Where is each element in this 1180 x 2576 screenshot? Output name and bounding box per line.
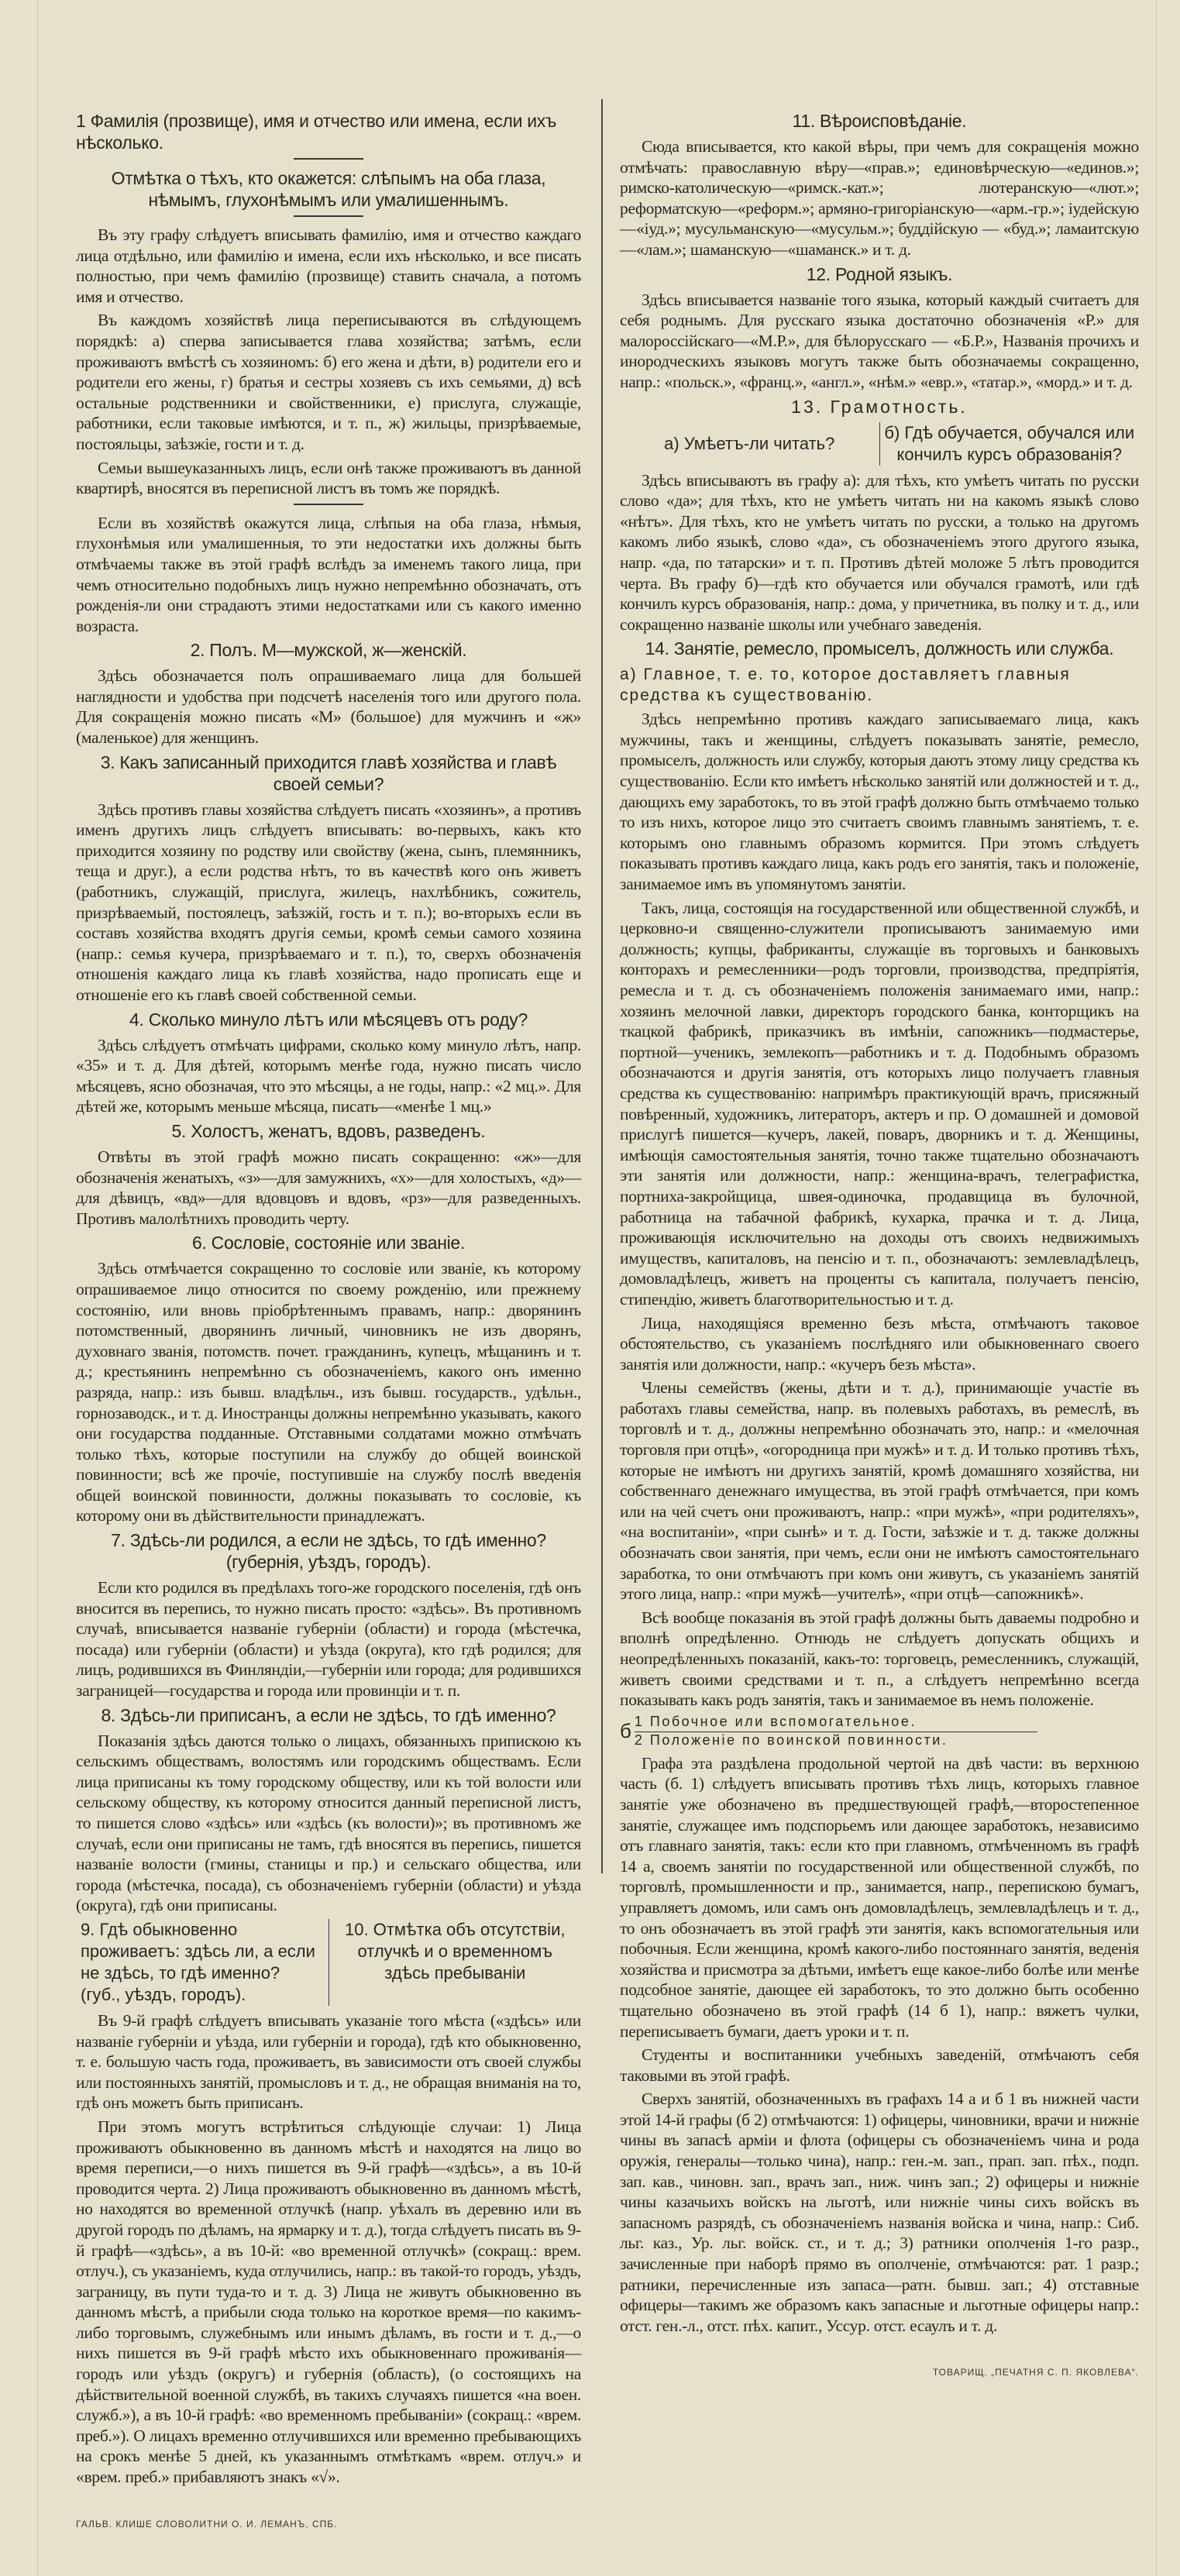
section-11-title: 11. Вѣроисповѣданіе. bbox=[792, 111, 967, 131]
paragraph: Сверхъ занятій, обозначенныхъ въ графахъ 14 а и б 1 въ нижней части этой 14-й графы (б 2) отмѣчаются: 1) офицеры, чиновники, врачи и нижніе чины въ запасѣ арміи и флота (офицеры съ обозначеніемъ чина и рода оружія, генералы—только чина), напр.: ген.-м. зап., прап. зап. пѣх., подп. зап. кав., чиновн. зап., врачъ зап., ниж. чинъ зап.; 2) офицеры и нижніе чины казачьихъ войскъ на льготѣ, или нижніе чины сихъ войскъ въ запасномъ разрядѣ, съ обозначеніемъ названія войска и чина, напр.: Сиб. льг. каз., Ур. льг. войск. ст., и т. д.; 3) ратники ополченія 1-го разр., зачисленные при наборѣ прямо въ ополченіе, отмѣчаются: рат. 1 разр.; ратники, перечисленные изъ запаса—ратн. бывш. зап.; 4) отставные офицеры—такимъ же образомъ какъ запасные и льготные офицеры напр.: отст. ген.-л., отст. пѣх. капит., Уссур. отст. есаулъ и т. д. bbox=[620, 2089, 1139, 2335]
paragraph: Здѣсь непремѣнно противъ каждаго записываемаго лица, какъ мужчины, такъ и женщины, слѣдуетъ показывать занятіе, ремесло, промыселъ, должность или службу, которыя даютъ этому лицу средства къ существованію. Если кто имѣетъ нѣсколько занятій или должностей и т. д., дающихъ ему заработокъ, то въ этой графѣ должно быть отмѣчаемо только то изъ нихъ, которое лицо это считаетъ своимъ главнымъ занятіемъ, т. е. которымъ оно главнымъ образомъ кормится. При этомъ слѣдуетъ показывать противъ каждаго лица, какъ родъ его занятія, такъ и положеніе, занимаемое имъ въ упомянутомъ занятіи. bbox=[620, 710, 1139, 894]
paragraph: Показанія здѣсь даются только о лицахъ, обязанныхъ припискою къ сельскимъ обществамъ, волостямъ или городскимъ обществамъ. Если лица приписаны къ тому городскому обществу, или къ той волости или сельскому обществу, къ которому относится данный переписной листъ, то пишется слово «здѣсь» или «здѣсь (къ волости)»; въ противномъ же случаѣ, если они приписаны не тамъ, гдѣ вносятся въ перепись, пишется названіе волости (гмины, станицы и пр.) и сельскаго общества, или города (мѣстечка, посада), съ обозначеніемъ губерніи (области) и уѣзда (округа), гдѣ они приписаны. bbox=[76, 1731, 581, 1915]
paragraph: Члены семействъ (жены, дѣти и т. д.), принимающіе участіе въ работахъ главы семейства, напр. въ полевыхъ работахъ, въ ремеслѣ, въ торговлѣ и т. д., должны непремѣнно обозначать это, напр.: и «мелочная торговля при отцѣ», «огородница при мужѣ» и т. д. И только противъ тѣхъ, которые не имѣютъ ни другихъ занятій, кромѣ домашняго хозяйства, ни собственнаго денежнаго имущества, въ этой графѣ отмѣчается, при комъ или на чей счетъ они проживаютъ, напр.: «при мужѣ», «при родителяхъ», «на воспитаніи», «при сынѣ» и т. д. Гости, заѣзжіе и т. д. также должны обозначать свои занятія, при чемъ, если они не имѣютъ самостоятельнаго заработка, то они отмѣчаютъ при комъ они живутъ, съ указаніемъ занятій этого лица, напр.: «при мужѣ—учителѣ», «при отцѣ—сапожникѣ». bbox=[620, 1378, 1139, 1604]
paragraph: Если въ хозяйствѣ окажутся лица, слѣпыя на оба глаза, нѣмыя, глухонѣмыя или умалишенныя, то эти недостатки ихъ должны быть отмѣчаемы также въ этой графѣ вслѣдъ за именемъ такого лица, при чемъ относительно подобныхъ лицъ нужно непремѣнно обозначать, отъ рожденія-ли они страдаютъ этими недостатками или съ какого именно возраста. bbox=[76, 513, 581, 635]
paragraph: Здѣсь вписываютъ въ графу а): для тѣхъ, кто умѣетъ читать по русски слово «да»; для тѣхъ, кто не умѣетъ читать ни на какомъ языкѣ слово «нѣтъ». Для тѣхъ, кто не умѣетъ читать по русски, а только на другомъ какомъ либо языкѣ, слово «да», съ обозначеніемъ этого другого языка, напр. «да, по татарски» и т. п. Противъ дѣтей моложе 5 лѣтъ проводится черта. Въ графу б)—гдѣ кто обучается или обучался грамотѣ, или гдѣ кончилъ курсъ образованія, напр.: дома, у причетника, въ полку и т. д., или сокращенно названіе школы или учебнаго заведенія. bbox=[620, 470, 1139, 634]
section-14-title: 14. Занятіе, ремесло, промыселъ, должность или служба. bbox=[645, 638, 1114, 659]
paragraph: Сюда вписывается, кто какой вѣры, при чемъ для сокращенія можно отмѣчать: православную вѣру—«прав.»; единовѣрческую—«единов.»; римско-католическую—«римск.-кат.»; лютеранскую—«лют.»; реформатскую—«реформ.»; армяно-григоріанскую—«арм.-гр.»; іудейскую—«іуд.»; мусульманскую—«мусульм.»; буддійскую — «буд.»; ламаитскую—«лам.»; шаманскую—«шаманск.» и т. д. bbox=[620, 137, 1139, 259]
paragraph: Графа эта раздѣлена продольной чертой на двѣ части: въ верхнюю часть (б. 1) слѣдуетъ вписывать противъ тѣхъ лицъ, которыхъ главное занятіе уже обозначено въ предшествующей графѣ,—второстепенное занятіе, служащее имъ подспорьемъ или дающее заработокъ, независимо отъ главнаго занятія, такъ: если кто при главномъ, отмѣченномъ въ графѣ 14 а, своемъ занятіи по государственной или общественной службѣ, по торговлѣ, промышленности и пр., занимается, напр., перепискою бумагъ, управляетъ домомъ, или самъ онъ домовладѣлецъ, землевладѣлецъ и т. д., то онъ обозначаетъ въ этой графѣ эти занятія, какъ вспомогательныя или побочныя. Если женщина, кромѣ какого-либо постояннаго занятія, веденія хозяйства и присмотра за дѣтьми, имѣетъ еще какое-либо болѣе или менѣе подсобное занятіе, дающее ей заработокъ, то это должно быть особенно тщательно обозначено въ этой графѣ (14 б 1), напр.: вяжетъ чулки, переписываетъ бумаги, даетъ уроки и т. п. bbox=[620, 1753, 1139, 2041]
paragraph: При этомъ могутъ встрѣтиться слѣдующіе случаи: 1) Лица проживаютъ обыкновенно въ данномъ мѣстѣ и находятся на лицо во время переписи,—о нихъ пишется въ 9-й графѣ—«здѣсь», а въ 10-й проводится черта. 2) Лица проживаютъ обыкновенно въ данномъ мѣстѣ, но находятся во временной отлучкѣ (напр. уѣхалъ въ деревню или въ другой городъ по дѣламъ, на ярмарку и т. д.), тогда слѣдуетъ писать въ 9-й графѣ—«здѣсь», а въ 10-й: «во временной отлучкѣ» (сокращ.: врем. отлуч.), съ указаніемъ, куда отлучились, напр.: въ такой-то городъ, уѣздъ, заграницу, въ пути туда-то и т. д. 3) Лица не живутъ обыкновенно въ данномъ мѣстѣ, а прибыли сюда только на короткое время—по какимъ-либо торговымъ, служебнымъ или инымъ дѣламъ, въ гости и т. д.,—о нихъ пишется въ 9-й графѣ мѣсто ихъ обыкновеннаго проживанія—городъ или уѣздъ (округъ) и губернія (область), (о состоящихъ на дѣйствительной военной службѣ, въ такихъ случаяхъ пишется «на воен. служб.»), а въ 10-й графѣ: «во временномъ пребываніи» (сокращ.: «врем. преб.»). О лицахъ временно отлучившихся или временно пребывающихъ на срокъ менѣе 5 дней, къ указаннымъ отмѣткамъ «врем. отлуч.» и «врем. преб.» прибавляютъ знакъ «√». bbox=[76, 2117, 581, 2487]
right-column bbox=[620, 107, 1139, 2409]
column-divider bbox=[601, 99, 603, 1873]
section-1-title: 1 Фамилія (прозвище), имя и отчество или имена, если ихъ нѣсколько. bbox=[76, 111, 557, 153]
section-8-title: 8. Здѣсь-ли приписанъ, а если не здѣсь, то гдѣ именно? bbox=[101, 1704, 556, 1725]
section-13-title: 13. Грамотность. bbox=[791, 396, 968, 417]
paragraph: Такъ, лица, состоящія на государственной или общественной службѣ, и церковно-и священно-служители прописываютъ занимаемую ими должность; купцы, фабриканты, служащіе въ торговыхъ и банковыхъ конторахъ и ремесленники—родъ торговли, производства, предпріятія, ремесла и т. д. съ обозначеніемъ положенія занимаемаго ими, напр.: хозяинъ мелочной лавки, директоръ городского банка, конторщикъ на ткацкой фабрикѣ, приказчикъ въ имѣніи, сапожникъ—подмастерье, портной—ученикъ, землекопъ—работникъ и т. д. Подобнымъ образомъ обозначаются и другія занятія, отъ которыхъ лицо получаетъ главныя средства къ существованію: напримѣръ практикующій врачъ, присяжный повѣренный, художникъ, литераторъ, актеръ и пр. О домашней и домовой прислугѣ пишется—кучеръ, лакей, поваръ, дворникъ и т. д. Женщины, имѣющія самостоятельныя занятія, точно также тщательно обозначаютъ эти занятія или должности, напр.: женщина-врачъ, телеграфистка, портниха-закройщица, швея-одиночка, продавщица въ булочной, работница на табачной фабрикѣ, кухарка, прачка и т. д. Лица, проживающія исключительно на доходы отъ своихъ недвижимыхъ имуществъ, капиталовъ, на пенсію и т. п., обозначаютъ: землевладѣлецъ, домовладѣлецъ, живетъ на проценты съ капитала, получаетъ пенсію, стипендію, живетъ благотворительностью и т. д. bbox=[620, 898, 1139, 1309]
paragraph: Семьи вышеуказанныхъ лицъ, если онѣ также проживаютъ въ данной квартирѣ, вносятся въ переписной листъ въ томъ же порядкѣ. bbox=[76, 458, 581, 498]
paragraph: Студенты и воспитанники учебныхъ заведеній, отмѣчаютъ себя таковыми въ этой графѣ. bbox=[620, 2045, 1139, 2085]
section-14b1-title: 1 Побочное или вспомогательное. bbox=[635, 1714, 1037, 1732]
section-4-title: 4. Сколько минуло лѣтъ или мѣсяцевъ отъ роду? bbox=[129, 1009, 528, 1030]
section-14b-header bbox=[620, 1714, 1139, 1749]
paragraph: Здѣсь вписывается названіе того языка, который каждый считаетъ для себя роднымъ. Для русскаго языка достаточно обозначенія «Р.» для малороссійскаго—«М.Р.», для бѣлорусскаго — «Б.Р.», Названія прочихъ и инородческихъ языковъ могутъ также быть обозначаемы сокращенно, напр.: «польск.», «франц.», «англ.», «нѣм.» «евр.», «татар.», «морд.» и т. д. bbox=[620, 290, 1139, 391]
section-9-title: 9. Гдѣ обыкновенно проживаетъ: здѣсь ли, а если не здѣсь, то гдѣ именно? (губ., уѣздъ, городъ). bbox=[81, 1919, 315, 2004]
paragraph: Въ эту графу слѣдуетъ вписывать фамилію, имя и отчество каждаго лица отдѣльно, или фамилію и имена, если ихъ нѣсколько, и все писать полностью, при чемъ фамилію (прозвище) ставить сначала, а потомъ имя и отчество. bbox=[76, 225, 581, 306]
sections-9-10-header bbox=[76, 1919, 581, 2006]
section-10-title: 10. Отмѣтка объ отсутствіи, отлучкѣ и о временномъ здѣсь пребываніи bbox=[329, 1919, 582, 2006]
section-2-title: 2. Полъ. М—мужской, ж—женскій. bbox=[190, 640, 467, 661]
section-3-title: 3. Какъ записанный приходится главѣ хозяйства и главѣ своей семьи? bbox=[100, 751, 557, 794]
section-13b-title: б) Гдѣ обучается, обучался или кончилъ курсъ образованія? bbox=[879, 422, 1140, 466]
paragraph: Отвѣты въ этой графѣ можно писать сокращенно: «ж»—для обозначенія женатыхъ, «з»—для замужнихъ, «х»—для холостыхъ, «д»—для дѣвицъ, «вд»—для вдовцовъ и вдовъ, «рз»—для разведенныхъ. Противъ малолѣтнихъ проводить черту. bbox=[76, 1147, 581, 1228]
section-13-subheaders bbox=[620, 422, 1139, 466]
section-13a-title: а) Умѣетъ-ли читать? bbox=[664, 433, 835, 453]
section-14a-title: а) Главное, т. е. то, которое доставляетъ главныя средства къ существованію. bbox=[620, 665, 1071, 705]
paragraph: Всѣ вообще показанія въ этой графѣ должны быть даваемы подробно и вполнѣ опредѣленно. Отнюдь не слѣдуетъ допускать общихъ и неопредѣленныхъ показаній, какъ-то: торговецъ, ремесленникъ, служащій, живетъ своими средствами и т. п., а слѣдуетъ непремѣнно всегда показывать какъ родъ занятія, такъ и занимаемое въ немъ положеніе. bbox=[620, 1608, 1139, 1710]
section-5-title: 5. Холостъ, женатъ, вдовъ, разведенъ. bbox=[171, 1120, 486, 1141]
printer-imprint-left: ГАЛЬВ. КЛИШЕ СЛОВОЛИТНИ О. И. ЛЕМАНЪ, СПБ. bbox=[76, 2518, 338, 2530]
page-edge-right bbox=[1156, 0, 1157, 2576]
paragraph: Лица, находящіяся временно безъ мѣста, отмѣчаютъ таковое обстоятельство, съ указаніемъ послѣдняго или обыкновеннаго своего занятія или должности, напр.: «кучеръ безъ мѣста». bbox=[620, 1313, 1139, 1374]
section-7-title: 7. Здѣсь-ли родился, а если не здѣсь, то гдѣ именно? (губернія, уѣздъ, городъ). bbox=[111, 1530, 546, 1573]
paragraph: Здѣсь обозначается полъ опрашиваемаго лица для большей наглядности и удобства при подсчетѣ населенія того или другого пола. Для сокращенія можно писать «М» (большое) для мужчинъ и «ж» (маленькое) для женщинъ. bbox=[76, 666, 581, 748]
paragraph: Здѣсь отмѣчается сокращенно то сословіе или званіе, къ которому опрашиваемое лицо относится по своему рожденію, или прежнему состоянію, или вновь пріобрѣтеннымъ правамъ, напр.: дворянинъ потомственный, дворянинъ личный, чиновникъ не изъ дворянъ, духовнаго званія, потомств. почет. гражданинъ, купецъ, мѣщанинъ и т. д.; крестьянинъ непремѣнно съ обозначеніемъ, какого онъ именно разряда, напр.: изъ бывш. владѣльч., изъ бывш. государств., удѣльн., горнозаводск., и т. д. Иностранцы должны непремѣнно указывать, какого они государства подданные. Отставными солдатами можно отмѣчать только тѣхъ, которые поступили на службу до общей воинской повинности; всѣ же прочіе, поступившіе на службу послѣ введенія общей воинской повинности, должны показывать то сословіе, къ которому они въ дѣйствительности принадлежатъ. bbox=[76, 1259, 581, 1525]
left-column bbox=[76, 107, 581, 2561]
paragraph: Здѣсь противъ главы хозяйства слѣдуетъ писать «хозяинъ», а противъ именъ другихъ лицъ слѣдуетъ вписывать: во-первыхъ, какъ кто приходится хозяину по родству или свойству (жена, сынъ, племянникъ, теща и друг.), а если родства нѣтъ, то въ качествѣ кого онъ живетъ (работникъ, служащій, прислуга, жилецъ, нахлѣбникъ, сожитель, призрѣваемый, постоялецъ, заѣзжій, гость и т. п.); во-вторыхъ если въ составъ хозяйства входятъ другія семьи, кромѣ семьи самого хозяина (напр.: семья кучера, призрѣваемаго и т. п.), то, сверхъ обозначенія отношенія каждаго лица къ главѣ хозяйства, надо прописать еще и отношеніе его къ главѣ своей собственной семьи. bbox=[76, 800, 581, 1004]
section-1-subtitle: Отмѣтка о тѣхъ, кто окажется: слѣпымъ на оба глаза, нѣмымъ, глухонѣмымъ или умалишеннымъ. bbox=[111, 168, 546, 210]
divider-rule bbox=[294, 504, 363, 505]
section-14b2-title: 2 Положеніе по воинской повинности. bbox=[634, 1732, 948, 1748]
printer-imprint-right: ТОВАРИЩ. „ПЕЧАТНЯ С. П. ЯКОВЛЕВА“. bbox=[932, 2367, 1139, 2378]
paragraph: Въ каждомъ хозяйствѣ лица переписываются въ слѣдующемъ порядкѣ: а) сперва записывается глава хозяйства; затѣмъ, если проживаютъ вмѣстѣ съ хозяиномъ: б) его жена и дѣти, в) родители его и родители его жены, г) братья и сестры хозяевъ съ ихъ семьями, д) всѣ остальные родственники и свойственники, е) прислуга, служащіе, работники, если таковые имѣются, и т. п., ж) жильцы, призрѣваемые, постояльцы, заѣзжіе, гости и т. д. bbox=[76, 311, 581, 453]
paragraph: Въ 9-й графѣ слѣдуетъ вписывать указаніе того мѣста («здѣсь» или названіе губерніи и уѣзда, или губерніи и города), гдѣ кто обыкновенно, т. е. большую часть года, проживаетъ, въ зависимости отъ своей службы или постоянныхъ занятій, промысловъ и т. д., не обращая вниманія на то, гдѣ онъ можетъ быть приписанъ. bbox=[76, 2010, 581, 2113]
divider-rule bbox=[294, 158, 363, 160]
divider-rule bbox=[294, 215, 363, 217]
page-edge-left bbox=[37, 0, 38, 2576]
paragraph: Здѣсь слѣдуетъ отмѣчать цифрами, сколько кому минуло лѣтъ, напр. «35» и т. д. Для дѣтей, которымъ менѣе года, нужно писать число мѣсяцевъ, ясно обозначая, что это мѣсяцы, а не годы, напр.: «2 мц.». Для дѣтей же, которымъ меньше мѣсяца, писать—«менѣе 1 мц.» bbox=[76, 1035, 581, 1116]
section-14b-letter: б bbox=[620, 1718, 631, 1742]
section-12-title: 12. Родной языкъ. bbox=[806, 263, 953, 284]
section-6-title: 6. Сословіе, состояніе или званіе. bbox=[191, 1233, 465, 1254]
paragraph: Если кто родился въ предѣлахъ того-же городского поселенія, гдѣ онъ вносится въ перепись, то нужно писать просто: «здѣсь». Въ противномъ случаѣ, вписывается названіе губерніи (области) и города (мѣстечка, посада) или губерніи (области) и уѣзда (округа), кто гдѣ родился; для лицъ, родившихся въ Финляндіи,—губерніи или города; для родившихся заграницей—государства и города или провинціи и т. п. bbox=[76, 1578, 581, 1701]
